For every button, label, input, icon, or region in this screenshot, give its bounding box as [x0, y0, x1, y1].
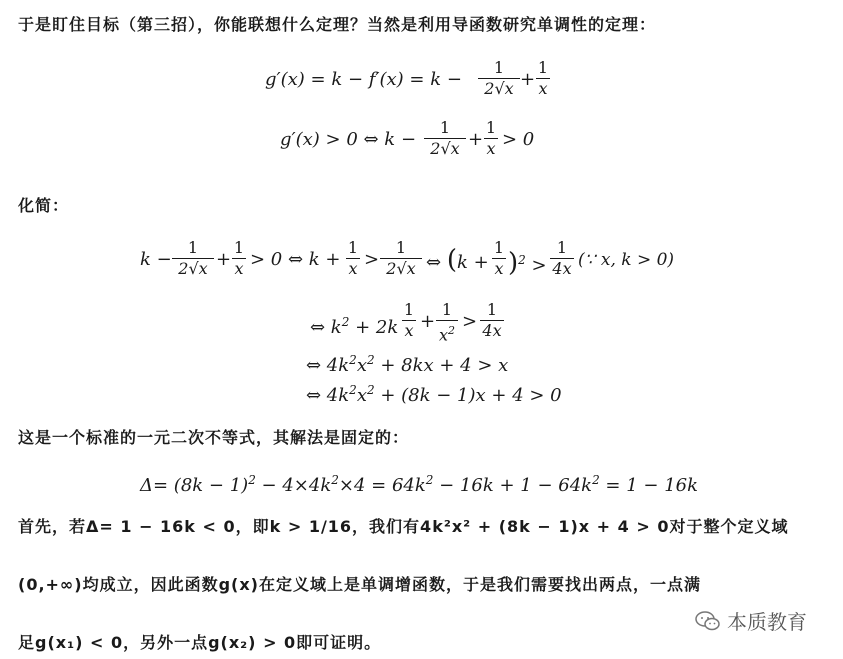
watermark	[695, 606, 807, 635]
equation-6: ⇔ $4k^2x^2 + (8k - 1)x + 4 > 0$	[306, 383, 562, 406]
frac-1-2sqrtx-a: 1 2√x	[478, 58, 520, 99]
equation-4: ⇔ $k^2 + 2k$	[310, 315, 399, 338]
paragraph-quadratic: 这是一个标准的一元二次不等式，其解法是固定的：	[18, 428, 410, 447]
wechat-icon	[695, 610, 721, 632]
frac-1-x-a: 1 x	[537, 58, 549, 98]
paragraph-simplify: 化简：	[18, 196, 70, 215]
paragraph-intro: 于是盯住目标（第三招），你能联想什么定理？当然是利用导函数研究单调性的定理：	[18, 15, 657, 34]
watermark-label: 本质教育	[727, 610, 807, 634]
equation-3: k −	[140, 249, 172, 270]
equation-5: ⇔ $4k^2x^2 + 8kx + 4 > x$	[306, 353, 509, 376]
paragraph-proof: 足g(x₁) < 0，另外一点g(x₂) > 0即可证明。	[18, 633, 382, 652]
paragraph-domain: (0,+∞)均成立，因此函数g(x)在定义域上是单调增函数，于是我们需要找出两点，一点满	[18, 575, 701, 594]
equation-2: g′(x) > 0 ⇔ k −	[280, 129, 417, 150]
equation-discriminant: $\Delta= (8k - 1)^2 - 4\times 4k^2\times 4 = 64k^2 - 16k + 1 - 64k^2 = 1 - 16k$	[140, 473, 699, 496]
equation-1: g′(x) = k − f′(x) = k −	[265, 69, 462, 90]
paragraph-first: 首先，若Δ= 1 − 16k < 0，即k > 1/16，我们有4k²x² + (8k − 1)x + 4 > 0对于整个定义域	[18, 517, 789, 536]
